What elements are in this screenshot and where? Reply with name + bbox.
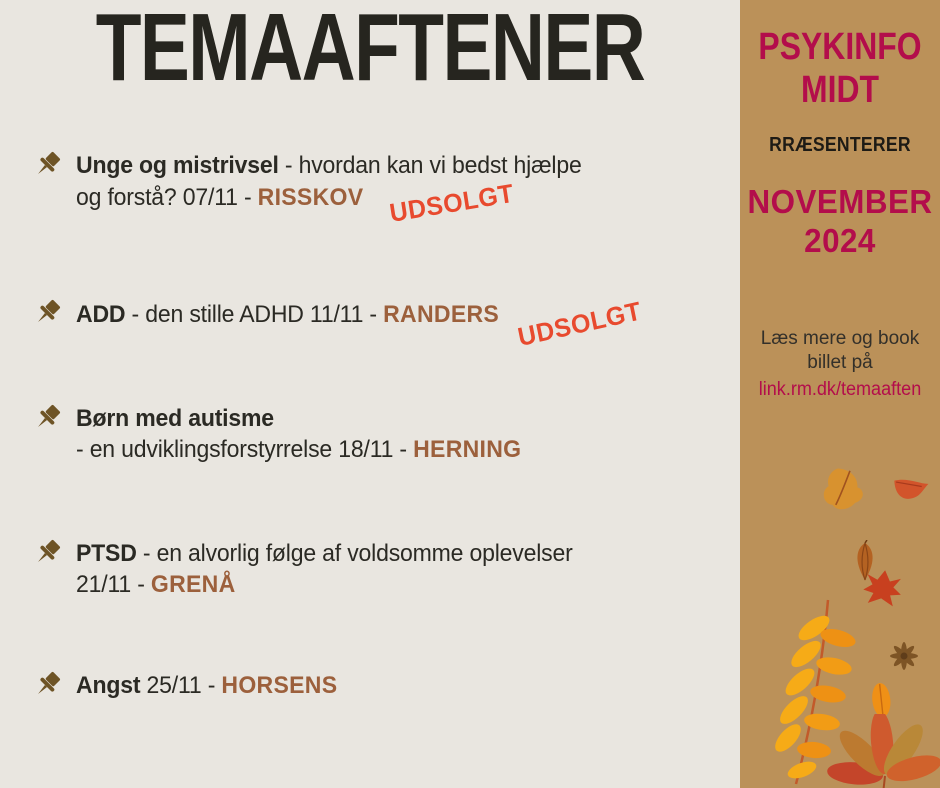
creeper-leaf-icon [825,714,940,788]
brand-line1: PSYKINFO [758,26,922,68]
month-line1: NOVEMBER [747,183,933,220]
pushpin-icon [28,296,64,332]
month-label [745,182,935,260]
event-item [28,403,728,465]
event-text [76,403,521,465]
pushpin-icon [28,536,64,572]
event-title: PTSD [76,540,137,567]
booking-link[interactable]: link.rm.dk/temaaften [758,379,922,400]
event-title: Unge og mistrivsel [76,152,279,179]
event-desc: - hvordan kan vi bedst hjælpe [278,152,582,179]
event-item [28,150,728,228]
event-city: RISSKOV [257,184,364,211]
brand-line2: MIDT [800,69,880,111]
event-desc: 25/11 - [140,672,222,699]
event-title: ADD [76,301,126,328]
event-desc: - en alvorlig følge af voldsomme oplevelser [136,540,573,567]
poster-sidebar [740,0,940,788]
event-city: HERNING [413,436,522,463]
event-city: HORSENS [221,672,338,699]
event-desc2: 21/11 - [76,571,151,598]
star-anise-icon [888,640,920,677]
event-city: RANDERS [383,301,500,328]
event-item [28,295,728,353]
cta-text [740,327,940,375]
pushpin-icon [28,148,64,184]
sold-out-stamp: UDSOLGT [514,295,644,353]
oak-leaf-icon [811,460,874,524]
event-title: Angst [76,672,141,699]
event-text [76,295,644,353]
small-red-leaf-icon [887,474,931,512]
event-desc2: og forstå? 07/11 - [76,184,258,211]
page-title: TEMAAFTENER [95,0,645,101]
event-text [76,538,573,600]
pushpin-icon [28,668,64,704]
event-text [76,670,337,704]
maple-leaf-icon [857,567,907,618]
cta-line1: Læs mere og book [760,328,920,349]
brand-title [756,26,924,112]
event-item [28,670,728,704]
month-line2: 2024 [804,222,876,259]
event-title: Børn med autisme [76,405,274,432]
pushpin-icon [28,401,64,437]
cta-line2: billet på [807,352,873,373]
sold-out-stamp: UDSOLGT [387,177,517,228]
event-desc2: - en udviklingsforstyrrelse 18/11 - [76,436,414,463]
event-item [28,538,728,600]
presents-label: RRÆSENTERER [769,134,911,156]
event-text [76,150,582,228]
event-city: GRENÅ [150,571,236,598]
event-desc: - den stille ADHD 11/11 - [125,301,384,328]
